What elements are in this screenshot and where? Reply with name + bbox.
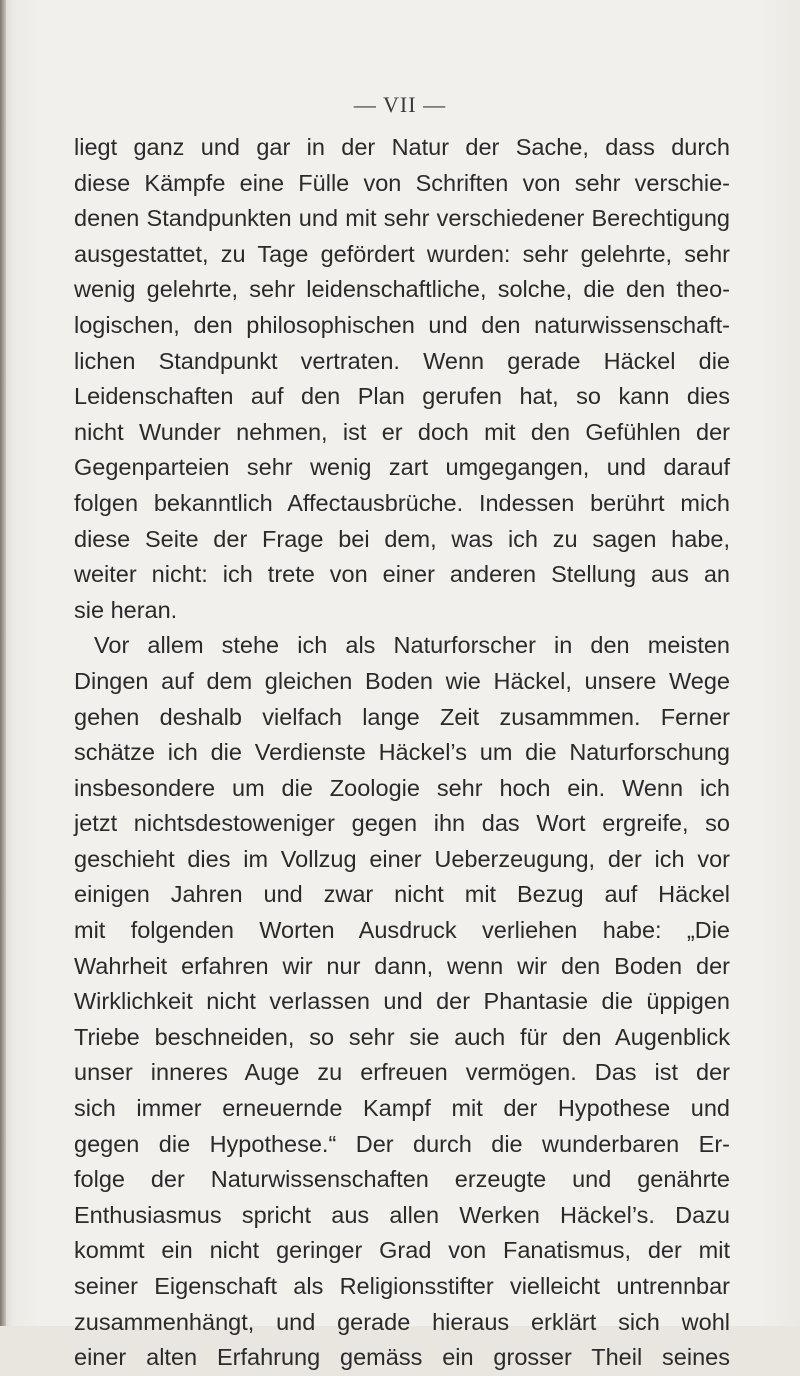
text-line: weiter nicht: ich trete von einer anderen Stellung aus an: [74, 561, 730, 588]
text-line: lichen Standpunkt vertraten. Wenn gerade Häckel die: [74, 347, 730, 374]
text-line: folgen bekanntlich Affectausbrüche. Indessen berührt mich: [74, 489, 730, 516]
text-line: Enthusiasmus spricht aus allen Werken Häckel’s. Dazu: [74, 1201, 730, 1228]
text-line: sich immer erneuernde Kampf mit der Hypothese und: [74, 1095, 730, 1122]
text-line: ausgestattet, zu Tage gefördert wurden: sehr gelehrte, sehr: [74, 240, 730, 267]
text-line: wenig gelehrte, sehr leidenschaftliche, solche, die den theo-: [74, 276, 730, 303]
text-line: logischen, den philosophischen und den naturwissenschaft-: [74, 311, 730, 338]
text-line: nicht Wunder nehmen, ist er doch mit den Gefühlen der: [74, 418, 730, 445]
text-line: seiner Eigenschaft als Religionsstifter vielleicht untrennbar: [74, 1273, 730, 1299]
page-gutter-shadow: [0, 0, 6, 1326]
text-line: einer alten Erfahrung gemäss ein grosser Theil seines: [74, 1344, 730, 1371]
text-line: Gegenparteien sehr wenig zart umgegangen, und darauf: [74, 454, 730, 481]
body-text: [74, 130, 730, 1376]
text-line: einigen Jahren und zwar nicht mit Bezug auf Häckel: [74, 881, 730, 908]
text-line: Wahrheit erfahren wir nur dann, wenn wir den Boden der: [74, 952, 730, 979]
text-line: mit folgenden Worten Ausdruck verliehen habe: „Die: [74, 917, 730, 944]
text-line: gegen die Hypothese.“ Der durch die wunderbaren Er-: [74, 1130, 730, 1157]
text-line: sie heran.: [74, 596, 178, 623]
text-line: liegt ganz und gar in der Natur der Sache, dass durch: [74, 134, 730, 160]
text-line: kommt ein nicht geringer Grad von Fanatismus, der mit: [74, 1237, 730, 1264]
text-line: Triebe beschneiden, so sehr sie auch für den Augenblick: [74, 1023, 730, 1050]
text-line: gehen deshalb vielfach lange Zeit zusammmen. Ferner: [74, 703, 730, 730]
text-line: diese Seite der Frage bei dem, was ich zu sagen habe,: [74, 525, 730, 552]
text-line: Leidenschaften auf den Plan gerufen hat, so kann dies: [74, 383, 730, 410]
text-line: schätze ich die Verdienste Häckel’s um die Naturforschung: [74, 739, 730, 766]
text-line: Dingen auf dem gleichen Boden wie Häckel, unsere Wege: [74, 667, 730, 694]
page-number-header: — VII —: [353, 92, 447, 117]
text-line: jetzt nichtsdestoweniger gegen ihn das Wort ergreife, so: [74, 810, 730, 837]
text-line: zusammenhängt, und gerade hieraus erklärt sich wohl: [74, 1308, 730, 1335]
text-line: folge der Naturwissenschaften erzeugte und genährte: [74, 1166, 730, 1193]
text-line: insbesondere um die Zoologie sehr hoch ein. Wenn ich: [74, 774, 730, 801]
text-line: unser inneres Auge zu erfreuen vermögen. Das ist der: [74, 1059, 730, 1086]
text-line: geschieht dies im Vollzug einer Ueberzeugung, der ich vor: [74, 845, 730, 872]
text-line: Vor allem stehe ich als Naturforscher in den meisten: [94, 632, 730, 659]
text-line: denen Standpunkten und mit sehr verschiedener Berechtigung: [74, 205, 730, 232]
text-line: Wirklichkeit nicht verlassen und der Phantasie die üppigen: [74, 988, 730, 1015]
text-line: diese Kämpfe eine Fülle von Schriften von sehr verschie-: [74, 169, 730, 196]
